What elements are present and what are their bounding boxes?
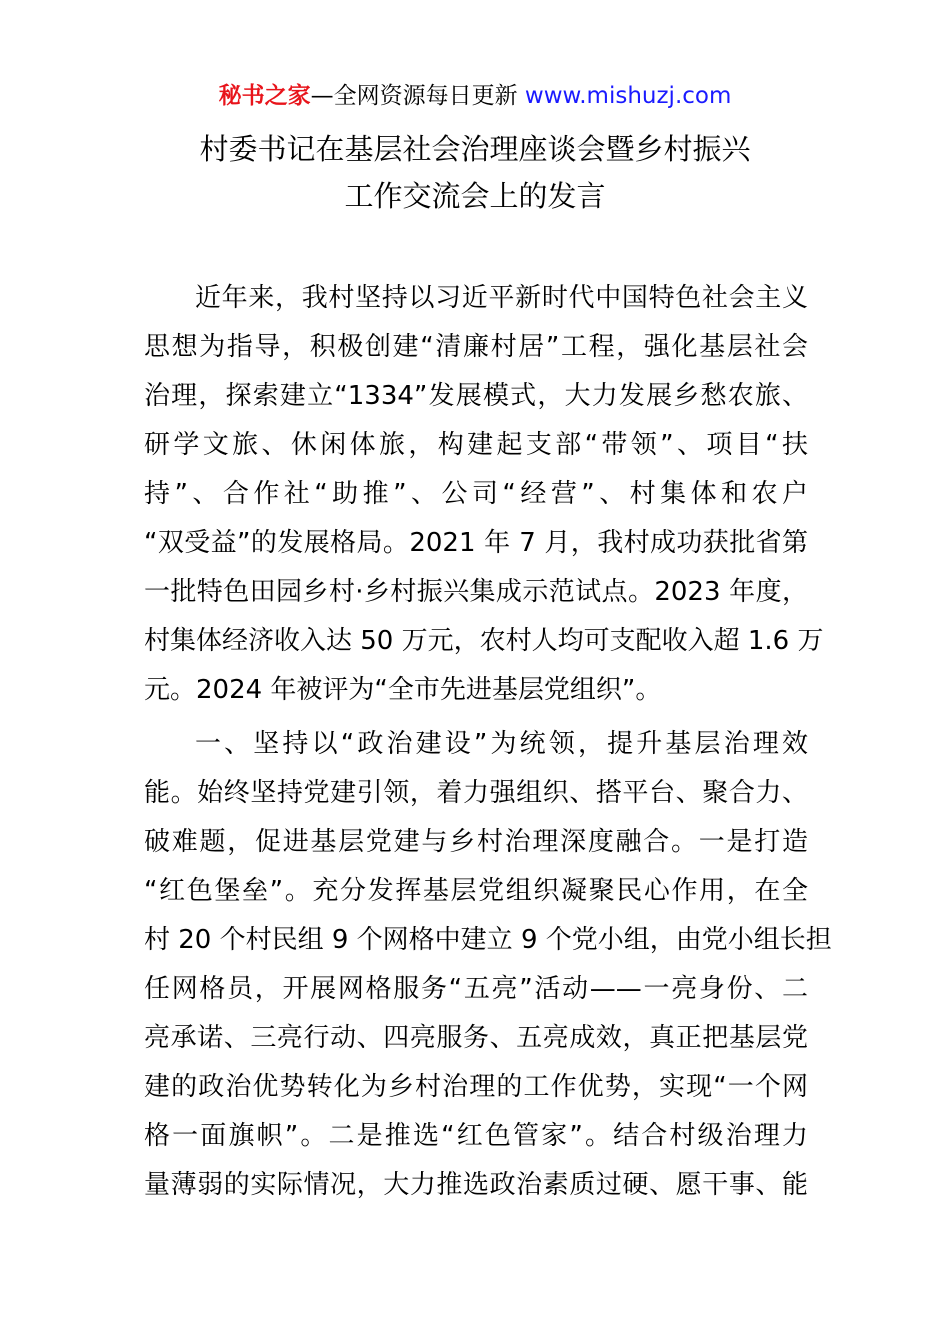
paragraph-2-line-2: 能。始终坚持党建引领，着力强组织、搭平台、聚合力、 <box>144 778 808 808</box>
paragraph-1-line-3: 治理，探索建立“1334”发展模式，大力发展乡愁农旅、 <box>144 381 808 411</box>
paragraph-2-line-4: “红色堡垒”。充分发挥基层党组织凝聚民心作用，在全 <box>144 876 808 906</box>
paragraph-1-line-1: 近年来，我村坚持以习近平新时代中国特色社会主义 <box>195 283 808 313</box>
paragraph-1-line-9: 元。2024 年被评为“全市先进基层党组织”。 <box>144 675 662 705</box>
site-url-link[interactable]: www.mishuzj.com <box>524 83 732 109</box>
paragraph-2-line-10: 量薄弱的实际情况，大力推选政治素质过硬、愿干事、能 <box>144 1170 808 1200</box>
paragraph-1-line-7: 一批特色田园乡村·乡村振兴集成示范试点。2023 年度， <box>144 577 808 607</box>
paragraph-1-line-4: 研学文旅、休闲体旅，构建起支部“带领”、项目“扶 <box>144 430 808 460</box>
site-tagline: —全网资源每日更新 <box>310 83 525 109</box>
paragraph-1-line-6: “双受益”的发展格局。2021 年 7 月，我村成功获批省第 <box>144 528 808 558</box>
document-title-line-1: 村委书记在基层社会治理座谈会暨乡村振兴 <box>199 132 751 166</box>
paragraph-2-line-8: 建的政治优势转化为乡村治理的工作优势，实现“一个网 <box>144 1072 808 1102</box>
paragraph-2-line-1: 一、坚持以“政治建设”为统领，提升基层治理效 <box>195 729 808 759</box>
paragraph-2-line-5: 村 20 个村民组 9 个网格中建立 9 个党小组，由党小组长担 <box>144 925 832 955</box>
site-header <box>0 80 950 112</box>
paragraph-1-line-8: 村集体经济收入达 50 万元，农村人均可支配收入超 1.6 万 <box>144 626 824 656</box>
paragraph-2-line-7: 亮承诺、三亮行动、四亮服务、五亮成效，真正把基层党 <box>144 1023 808 1053</box>
paragraph-1-line-2: 思想为指导，积极创建“清廉村居”工程，强化基层社会 <box>144 332 808 362</box>
paragraph-2-line-3: 破难题，促进基层党建与乡村治理深度融合。一是打造 <box>144 827 808 857</box>
document-title-line-2: 工作交流会上的发言 <box>344 179 606 213</box>
site-brand: 秘书之家 <box>218 83 311 109</box>
paragraph-2-line-6: 任网格员，开展网格服务“五亮”活动——一亮身份、二 <box>144 974 808 1004</box>
paragraph-2-line-9: 格一面旗帜”。二是推选“红色管家”。结合村级治理力 <box>144 1121 808 1151</box>
paragraph-1-line-5: 持”、合作社“助推”、公司“经营”、村集体和农户 <box>144 479 808 509</box>
